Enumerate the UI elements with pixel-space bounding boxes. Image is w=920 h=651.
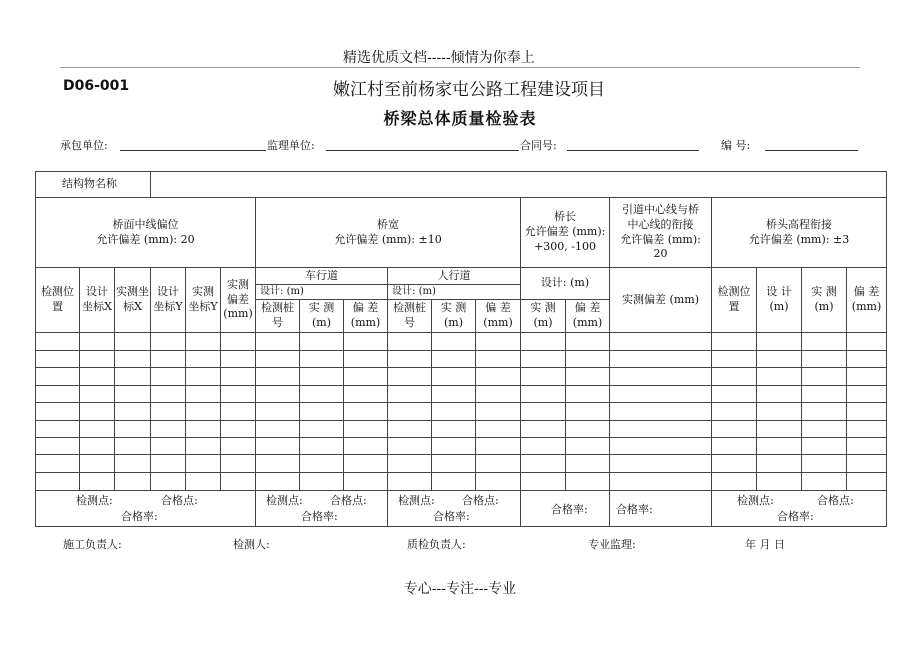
table-cell[interactable] [757,368,802,386]
table-cell[interactable] [802,403,847,421]
approach-stats: 合格率: [610,491,712,527]
table-cell[interactable] [476,403,521,421]
table-cell[interactable] [432,386,476,403]
table-cell[interactable] [300,403,344,421]
table-cell[interactable] [712,421,757,438]
page-header: 精选优质文档-----倾情为你奉上 [343,50,535,66]
table-cell[interactable] [151,403,186,421]
table-cell[interactable] [847,473,887,491]
table-cell[interactable] [566,333,610,351]
table-cell[interactable] [610,386,712,403]
table-cell[interactable] [432,403,476,421]
table-cell[interactable] [521,368,566,386]
table-cell[interactable] [802,333,847,351]
table-cell[interactable] [388,455,432,473]
table-cell[interactable] [151,438,186,455]
table-cell[interactable] [115,473,151,491]
table-cell[interactable] [36,368,80,386]
table-cell[interactable] [566,473,610,491]
approach-dev-header: 实测偏差 (mm) [610,268,712,333]
table-cell[interactable] [521,386,566,403]
elev-check-position-header: 检测位置 [712,268,757,333]
table-cell[interactable] [256,351,300,368]
table-cell[interactable] [712,438,757,455]
qc-lead-label: 质检负责人: [407,538,466,551]
table-cell[interactable] [757,403,802,421]
table-cell[interactable] [847,333,887,351]
table-row [36,386,887,403]
table-cell[interactable] [300,438,344,455]
table-cell[interactable] [115,421,151,438]
elev-design-header: 设 计 (m) [757,268,802,333]
table-cell[interactable] [151,351,186,368]
table-cell[interactable] [476,473,521,491]
elevation-group-header: 桥头高程衔接 允许偏差 (mm): ±3 [712,198,887,268]
table-cell[interactable] [521,351,566,368]
table-cell[interactable] [610,403,712,421]
table-cell[interactable] [566,386,610,403]
table-cell[interactable] [300,368,344,386]
table-cell[interactable] [802,368,847,386]
length-group-header: 桥长 允许偏差 (mm): +300, -100 [521,198,610,268]
table-cell[interactable] [847,421,887,438]
table-cell[interactable] [757,333,802,351]
table-cell[interactable] [847,455,887,473]
table-cell[interactable] [256,455,300,473]
table-cell[interactable] [186,368,221,386]
table-cell[interactable] [610,455,712,473]
table-row [36,455,887,473]
contractor-label: 承包单位: [60,139,108,152]
table-cell[interactable] [344,473,388,491]
contract-no-label: 合同号: [520,139,557,152]
table-cell[interactable] [388,421,432,438]
table-cell[interactable] [432,473,476,491]
table-cell[interactable] [610,368,712,386]
table-cell[interactable] [80,473,115,491]
roadway-deviation-header: 偏 差 (mm) [344,300,388,333]
supervisor-field[interactable] [326,150,519,151]
table-cell[interactable] [221,333,256,351]
number-label: 编 号: [721,139,751,152]
table-cell[interactable] [300,333,344,351]
table-cell[interactable] [712,368,757,386]
table-cell[interactable] [610,421,712,438]
contractor-field[interactable] [120,150,266,151]
table-cell[interactable] [344,351,388,368]
table-cell[interactable] [344,438,388,455]
table-cell[interactable] [610,333,712,351]
table-cell[interactable] [36,438,80,455]
table-cell[interactable] [256,473,300,491]
table-cell[interactable] [847,351,887,368]
project-name: 嫩江村至前杨家屯公路工程建设项目 [333,80,605,100]
table-cell[interactable] [757,438,802,455]
table-cell[interactable] [300,473,344,491]
table-cell[interactable] [847,368,887,386]
table-cell[interactable] [757,351,802,368]
table-row [36,368,887,386]
table-cell[interactable] [388,333,432,351]
table-cell[interactable] [802,351,847,368]
design-y-header: 设计坐标Y [151,268,186,333]
table-cell[interactable] [344,421,388,438]
table-cell[interactable] [802,473,847,491]
table-cell[interactable] [221,473,256,491]
table-cell[interactable] [256,421,300,438]
table-cell[interactable] [476,421,521,438]
table-cell[interactable] [36,455,80,473]
table-cell[interactable] [36,421,80,438]
table-cell[interactable] [300,386,344,403]
table-cell[interactable] [151,421,186,438]
structure-name-label: 结构物名称 [36,172,151,198]
table-cell[interactable] [300,351,344,368]
table-row [36,403,887,421]
table-cell[interactable] [221,368,256,386]
inspector-label: 检测人: [233,538,270,551]
table-cell[interactable] [256,333,300,351]
table-cell[interactable] [115,455,151,473]
roadway-actual-header: 实 测 (m) [300,300,344,333]
table-cell[interactable] [388,473,432,491]
table-cell[interactable] [521,438,566,455]
table-cell[interactable] [151,368,186,386]
table-cell[interactable] [712,351,757,368]
table-cell[interactable] [344,386,388,403]
table-cell[interactable] [186,421,221,438]
roadway-pile-header: 检测桩号 [256,300,300,333]
elev-deviation-header: 偏 差 (mm) [847,268,887,333]
table-row [36,351,887,368]
table-cell[interactable] [256,386,300,403]
table-cell[interactable] [432,421,476,438]
table-row [36,333,887,351]
approach-group-header: 引道中心线与桥 中心线的衔接 允许偏差 (mm): 20 [610,198,712,268]
table-cell[interactable] [221,421,256,438]
check-position-header: 检测位置 [36,268,80,333]
table-cell[interactable] [712,455,757,473]
table-cell[interactable] [36,351,80,368]
table-cell[interactable] [256,438,300,455]
table-cell[interactable] [186,438,221,455]
table-cell[interactable] [712,333,757,351]
table-cell[interactable] [115,368,151,386]
table-cell[interactable] [847,438,887,455]
table-cell[interactable] [757,421,802,438]
table-cell[interactable] [476,438,521,455]
table-cell[interactable] [757,386,802,403]
table-cell[interactable] [36,473,80,491]
table-cell[interactable] [115,386,151,403]
length-actual-header: 实 测 (m) [521,300,566,333]
table-cell[interactable] [521,421,566,438]
table-cell[interactable] [712,403,757,421]
table-cell[interactable] [80,438,115,455]
table-cell[interactable] [80,455,115,473]
page-footer: 专心---专注---专业 [403,581,517,597]
table-cell[interactable] [847,403,887,421]
table-cell[interactable] [186,386,221,403]
info-row [60,137,860,157]
table-cell[interactable] [186,333,221,351]
contract-no-field[interactable] [567,150,699,151]
table-cell[interactable] [388,351,432,368]
table-cell[interactable] [432,333,476,351]
date-label: 年 月 日 [745,538,785,551]
sidewalk-design-header: 设计: (m) [388,285,521,300]
number-field[interactable] [765,150,858,151]
table-cell[interactable] [186,455,221,473]
table-cell[interactable] [115,351,151,368]
actual-dev-header: 实测偏差(mm) [221,268,256,333]
table-cell[interactable] [388,438,432,455]
table-cell[interactable] [36,403,80,421]
table-cell[interactable] [432,351,476,368]
table-cell[interactable] [151,455,186,473]
table-cell[interactable] [186,473,221,491]
table-cell[interactable] [566,421,610,438]
table-cell[interactable] [521,473,566,491]
table-cell[interactable] [344,403,388,421]
header-divider [60,67,860,68]
table-cell[interactable] [476,455,521,473]
length-deviation-header: 偏 差 (mm) [566,300,610,333]
table-cell[interactable] [432,438,476,455]
design-x-header: 设计坐标X [80,268,115,333]
table-cell[interactable] [115,438,151,455]
table-cell[interactable] [566,455,610,473]
table-cell[interactable] [610,473,712,491]
table-cell[interactable] [388,386,432,403]
roadway-stats: 检测点: 合格点: 合格率: [256,491,388,527]
table-cell[interactable] [476,351,521,368]
table-cell[interactable] [151,333,186,351]
table-cell[interactable] [712,473,757,491]
sidewalk-actual-header: 实 测 (m) [432,300,476,333]
table-cell[interactable] [256,403,300,421]
table-cell[interactable] [344,455,388,473]
table-row [36,473,887,491]
table-cell[interactable] [80,333,115,351]
table-cell[interactable] [802,455,847,473]
table-row [36,421,887,438]
table-cell[interactable] [186,351,221,368]
table-cell[interactable] [476,333,521,351]
table-cell[interactable] [221,455,256,473]
centerline-group-header: 桥面中线偏位 允许偏差 (mm): 20 [36,198,256,268]
table-cell[interactable] [712,386,757,403]
supervisor-sign-label: 专业监理: [588,538,636,551]
table-cell[interactable] [610,351,712,368]
table-cell[interactable] [566,438,610,455]
table-cell[interactable] [476,368,521,386]
table-cell[interactable] [344,368,388,386]
sidewalk-deviation-header: 偏 差 (mm) [476,300,521,333]
table-cell[interactable] [388,403,432,421]
table-cell[interactable] [221,351,256,368]
length-stats: 合格率: [521,491,610,527]
elevation-stats: 检测点: 合格点: 合格率: [712,491,887,527]
sidewalk-pile-header: 检测桩号 [388,300,432,333]
width-group-header: 桥宽 允许偏差 (mm): ±10 [256,198,521,268]
table-cell[interactable] [80,386,115,403]
table-cell[interactable] [476,386,521,403]
structure-name-field[interactable] [151,172,887,198]
table-row [36,438,887,455]
table-cell[interactable] [115,333,151,351]
form-code: D06-001 [63,78,130,94]
table-cell[interactable] [80,351,115,368]
table-cell[interactable] [300,421,344,438]
length-design-header: 设计: (m) [521,268,610,300]
roadway-header: 车行道 [256,268,388,285]
table-cell[interactable] [151,386,186,403]
table-cell[interactable] [802,421,847,438]
table-cell[interactable] [115,403,151,421]
table-cell[interactable] [757,473,802,491]
sidewalk-header: 人行道 [388,268,521,285]
table-cell[interactable] [221,386,256,403]
table-cell[interactable] [388,368,432,386]
table-cell[interactable] [221,403,256,421]
table-cell[interactable] [566,368,610,386]
table-cell[interactable] [521,455,566,473]
table-cell[interactable] [432,368,476,386]
actual-x-header: 实测坐标X [115,268,151,333]
actual-y-header: 实测坐标Y [186,268,221,333]
table-cell[interactable] [432,455,476,473]
roadway-design-header: 设计: (m) [256,285,388,300]
table-cell[interactable] [256,368,300,386]
table-cell[interactable] [221,438,256,455]
construction-lead-label: 施工负责人: [63,538,122,551]
table-cell[interactable] [566,403,610,421]
table-cell[interactable] [610,438,712,455]
table-cell[interactable] [566,351,610,368]
table-cell[interactable] [80,421,115,438]
table-cell[interactable] [521,403,566,421]
supervisor-label: 监理单位: [267,139,315,152]
table-cell[interactable] [300,455,344,473]
table-cell[interactable] [521,333,566,351]
elev-actual-header: 实 测 (m) [802,268,847,333]
table-cell[interactable] [757,455,802,473]
table-cell[interactable] [36,386,80,403]
sidewalk-stats: 检测点: 合格点: 合格率: [388,491,521,527]
table-cell[interactable] [847,386,887,403]
centerline-stats: 检测点: 合格点: 合格率: [36,491,256,527]
table-cell[interactable] [802,438,847,455]
table-cell[interactable] [80,403,115,421]
inspection-table [35,171,887,527]
form-title: 桥梁总体质量检验表 [383,109,537,128]
table-cell[interactable] [36,333,80,351]
table-cell[interactable] [186,403,221,421]
table-cell[interactable] [344,333,388,351]
table-cell[interactable] [151,473,186,491]
table-cell[interactable] [80,368,115,386]
table-cell[interactable] [802,386,847,403]
